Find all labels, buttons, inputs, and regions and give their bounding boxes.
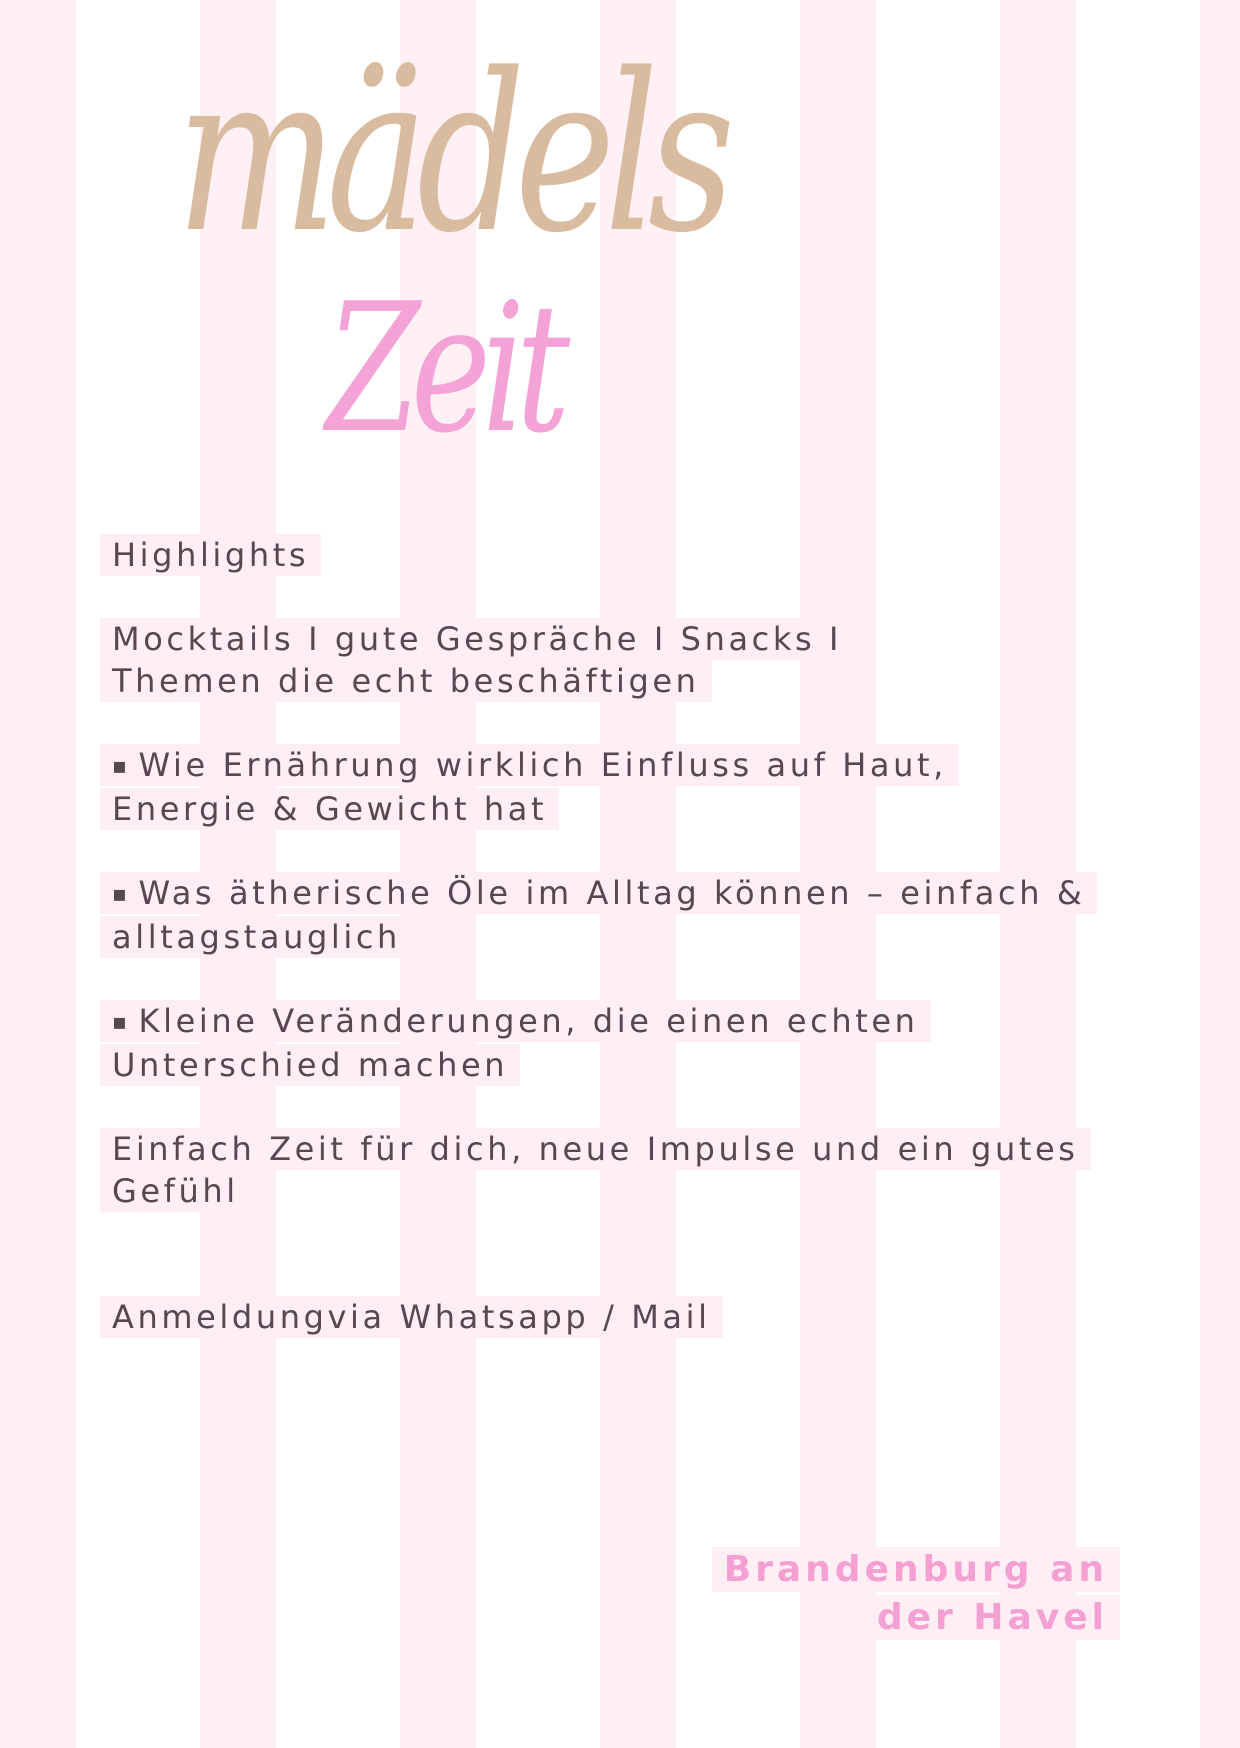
- intro-line-2: Themen die echt beschäftigen: [100, 660, 712, 702]
- intro-text: [112, 618, 1102, 702]
- flyer-content: [112, 534, 1102, 1380]
- closing-text: Einfach Zeit für dich, neue Impulse und ein gutes Gefühl: [112, 1128, 1102, 1212]
- intro-line-1: Mocktails I gute Gespräche I Snacks I: [100, 618, 854, 660]
- bullet-item: [112, 744, 1102, 830]
- bullet-text: Wie Ernährung wirklich Einfluss auf Haut, Energie & Gewicht hat: [112, 746, 947, 828]
- title-madels: mädels: [176, 28, 725, 281]
- signup-text: Anmeldungvia Whatsapp / Mail: [112, 1296, 1102, 1338]
- title-zeit: Zeit: [326, 265, 562, 472]
- bullet-text: Was ätherische Öle im Alltag können – einfach & alltagstauglich: [112, 874, 1086, 956]
- bullet-square-icon: ▪: [112, 754, 131, 779]
- bullet-square-icon: ▪: [112, 882, 131, 907]
- bullet-item: [112, 872, 1102, 958]
- bullet-item: [112, 1000, 1102, 1086]
- highlights-heading: Highlights: [112, 534, 1102, 576]
- bullet-text: Kleine Veränderungen, die einen echten Unterschied machen: [112, 1002, 919, 1084]
- location-label: Brandenburg an der Havel: [650, 1546, 1120, 1642]
- bullet-square-icon: ▪: [112, 1010, 131, 1035]
